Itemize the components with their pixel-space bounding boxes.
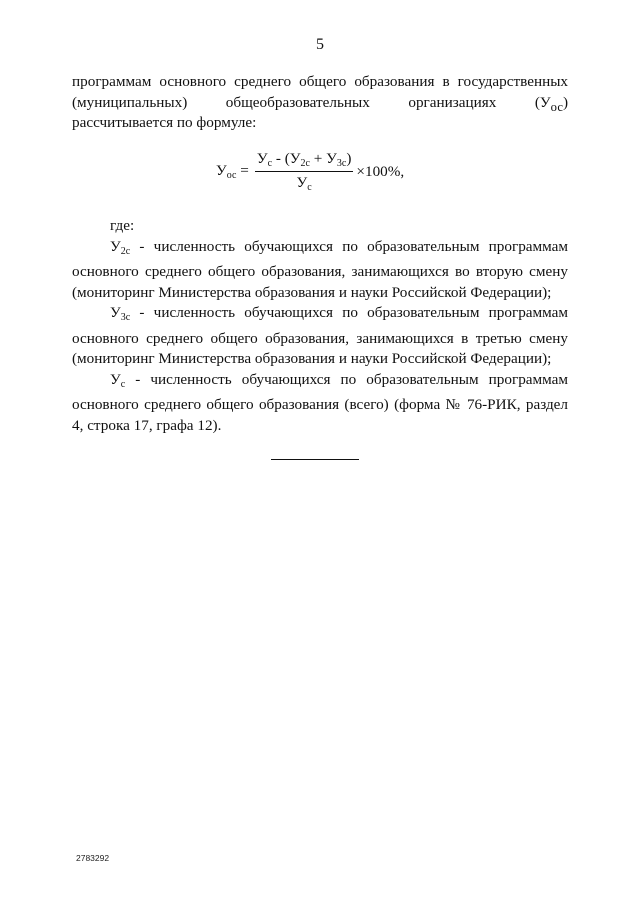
intro-line-2 — [72, 93, 568, 114]
formula — [216, 150, 404, 193]
formula-fraction — [255, 150, 354, 193]
definition-item — [72, 370, 568, 437]
def-symbol: У — [110, 370, 121, 388]
formula-lhs — [216, 162, 249, 181]
intro-line-2-sub: ос — [550, 99, 563, 114]
num-a: У — [256, 150, 268, 167]
def-symbol: У — [110, 304, 121, 321]
document-code: 2783292 — [76, 853, 110, 863]
den-sub: с — [307, 182, 312, 193]
num-a-sub: с — [267, 158, 273, 169]
intro-paragraph — [72, 72, 568, 134]
definition-item — [72, 237, 568, 304]
intro-line-2-close: ) — [562, 93, 568, 111]
def-text: - численность обучающихся по образовательным программам основного среднего общего образования, занимающихся в третью смену (мониторинг Министерства образования и науки Российской Федерации); — [72, 304, 568, 367]
intro-line-1: программам основного среднего общего образования в государственных — [72, 73, 568, 90]
def-sub: 3с — [120, 312, 131, 323]
formula-lhs-sub: ос — [226, 170, 237, 181]
den-symbol: У — [296, 174, 308, 191]
end-rule — [271, 459, 359, 460]
num-b-sub: 2с — [300, 158, 310, 169]
intro-line-3: рассчитывается по формуле: — [72, 114, 257, 131]
def-sub: 2с — [120, 245, 131, 257]
formula-equals: = — [240, 162, 249, 179]
page-number: 5 — [316, 36, 324, 53]
def-symbol: У — [110, 237, 121, 255]
def-text: - численность обучающихся по образовательным программам основного среднего общего образования, занимающихся во вторую смену (мониторинг Министерства образования и науки Российской Федерации); — [72, 237, 568, 301]
num-c-sub: 3с — [336, 158, 347, 169]
formula-numerator — [255, 150, 354, 172]
definition-item — [72, 303, 568, 370]
def-sub: с — [120, 378, 126, 390]
where-label: где: — [110, 217, 135, 234]
num-close: ) — [346, 150, 352, 167]
definitions — [72, 216, 568, 436]
intro-line-2-text: (муниципальных) общеобразовательных организациях (У — [72, 93, 551, 111]
formula-rhs: ×100%, — [356, 162, 405, 180]
num-plus: + У — [309, 150, 337, 167]
formula-denominator — [297, 172, 312, 193]
formula-lhs-symbol: У — [216, 162, 227, 179]
num-minus: - (У — [272, 150, 301, 167]
def-text: - численность обучающихся по образовательным программам основного среднего общего образования (всего) (форма № 76-РИК, раздел 4, строка 17, графа 12). — [72, 370, 568, 434]
